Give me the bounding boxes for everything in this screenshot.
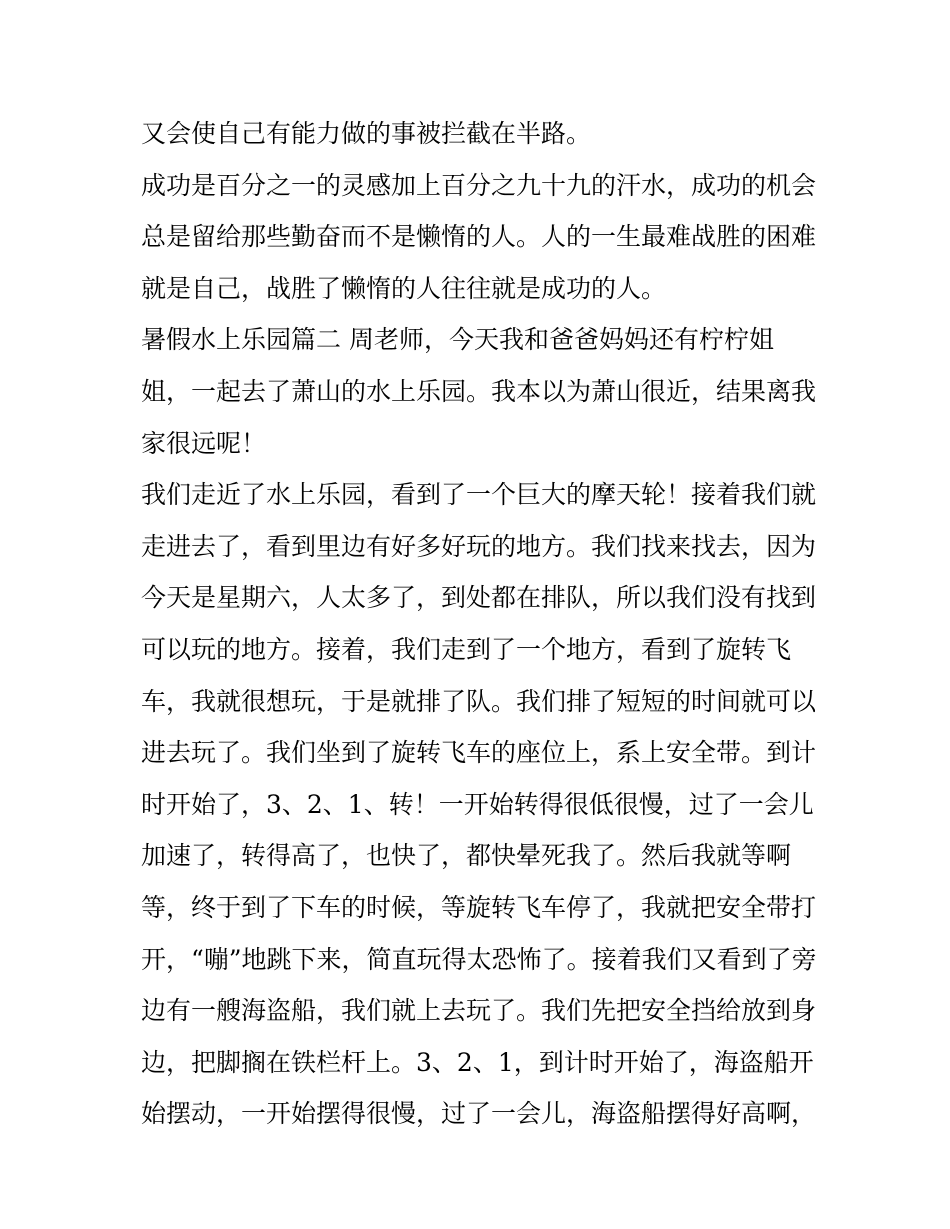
text-line: 加速了，转得高了，也快了，都快晕死我了。然后我就等啊 [141,841,792,871]
text-line: 车，我就很想玩，于是就排了队。我们排了短短的时间就可以 [141,686,817,716]
text-line: 今天是星期六，人太多了，到处都在排队，所以我们没有找到 [141,583,817,613]
text-line: 就是自己，战胜了懒惰的人往往就是成功的人。 [141,273,667,303]
text-line: 始摆动，一开始摆得很慢，过了一会儿，海盗船摆得好高啊， [141,1099,817,1129]
text-line: 时开始了，3、2、1、转！一开始转得很低很慢，过了一会儿 [141,789,814,819]
text-line: 开，“嘣”地跳下来，简直玩得太恐怖了。接着我们又看到了旁 [141,944,817,974]
text-line: 成功是百分之一的灵感加上百分之九十九的汗水，成功的机会 [141,170,817,200]
text-line: 又会使自己有能力做的事被拦截在半路。 [141,119,592,148]
text-line: 走进去了，看到里边有好多好玩的地方。我们找来找去，因为 [141,531,817,561]
text-line: 家很远呢！ [141,428,267,458]
text-line: 总是留给那些勤奋而不是懒惰的人。人的一生最难战胜的困难 [141,222,817,252]
text-line: 进去玩了。我们坐到了旋转飞车的座位上，系上安全带。到计 [141,738,817,768]
document-body [141,108,821,1140]
text-line: 边，把脚搁在铁栏杆上。3、2、1，到计时开始了，海盗船开 [141,1047,814,1077]
text-line: 等，终于到了下车的时候，等旋转飞车停了，我就把安全带打 [141,892,817,922]
text-line: 暑假水上乐园篇二 周老师，今天我和爸爸妈妈还有柠柠姐 [141,325,774,355]
text-line: 姐，一起去了萧山的水上乐园。我本以为萧山很近，结果离我 [141,376,817,406]
text-line: 我们走近了水上乐园，看到了一个巨大的摩天轮！接着我们就 [141,480,817,510]
text-line: 可以玩的地方。接着，我们走到了一个地方，看到了旋转飞 [141,634,792,664]
text-line: 边有一艘海盗船，我们就上去玩了。我们先把安全挡给放到身 [141,996,817,1026]
